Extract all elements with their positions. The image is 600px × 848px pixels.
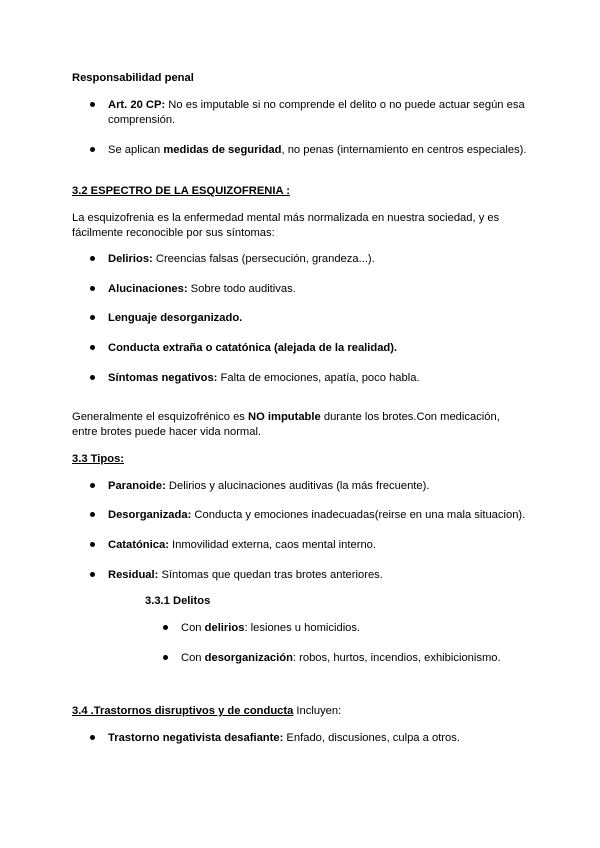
- bullet-icon: [90, 542, 95, 547]
- list-item-continuation: comprensión.: [108, 114, 176, 126]
- bullet-icon: [90, 483, 95, 488]
- bullet-icon: [90, 315, 95, 320]
- list-item: Trastorno negativista desafiante: Enfado, discusiones, culpa a otros.: [108, 732, 460, 744]
- section-heading-trastornos: 3.4 .Trastornos disruptivos y de conducta Incluyen:: [72, 705, 342, 717]
- list-item: Catatónica: Inmovilidad externa, caos mental interno.: [108, 539, 376, 551]
- list-item: Desorganizada: Conducta y emociones inadecuadas(reirse en una mala situacion).: [108, 509, 526, 521]
- bullet-icon: [90, 345, 95, 350]
- list-item: Con desorganización: robos, hurtos, incendios, exhibicionismo.: [181, 652, 501, 664]
- paragraph-line: entre brotes puede hacer vida normal.: [72, 426, 262, 438]
- section-heading-espectro: 3.2 ESPECTRO DE LA ESQUIZOFRENIA :: [72, 185, 290, 197]
- bullet-icon: [90, 735, 95, 740]
- paragraph-line: La esquizofrenia es la enfermedad mental más normalizada en nuestra sociedad, y es: [72, 212, 500, 224]
- list-item: Síntomas negativos: Falta de emociones, apatía, poco habla.: [108, 372, 420, 384]
- bullet-icon: [90, 512, 95, 517]
- bullet-icon: [90, 572, 95, 577]
- section-heading-tipos: 3.3 Tipos:: [72, 453, 125, 465]
- section-heading-responsabilidad: Responsabilidad penal: [72, 72, 194, 84]
- list-item: Lenguaje desorganizado.: [108, 312, 243, 324]
- list-item: Conducta extraña o catatónica (alejada de la realidad).: [108, 342, 398, 354]
- bullet-icon: [90, 286, 95, 291]
- list-item: Delirios: Creencias falsas (persecución, grandeza...).: [108, 253, 375, 265]
- list-item: Paranoide: Delirios y alucinaciones auditivas (la más frecuente).: [108, 480, 430, 492]
- list-item: Art. 20 CP: No es imputable si no comprende el delito o no puede actuar según esa: [108, 99, 525, 111]
- bullet-icon: [163, 655, 168, 660]
- list-item: Con delirios: lesiones u homicidios.: [181, 622, 361, 634]
- list-item: Alucinaciones: Sobre todo auditivas.: [108, 283, 296, 295]
- list-item: Residual: Síntomas que quedan tras brotes anteriores.: [108, 569, 383, 581]
- list-item: Se aplican medidas de seguridad, no penas (internamiento en centros especiales).: [108, 144, 527, 156]
- paragraph-line: fácilmente reconocible por sus síntomas:: [72, 227, 275, 239]
- bullet-icon: [90, 102, 95, 107]
- bullet-icon: [90, 256, 95, 261]
- subsection-heading-delitos: 3.3.1 Delitos: [145, 595, 211, 607]
- paragraph-line: Generalmente el esquizofrénico es NO imputable durante los brotes.Con medicación,: [72, 411, 500, 423]
- bullet-icon: [90, 147, 95, 152]
- bullet-icon: [90, 375, 95, 380]
- bullet-icon: [163, 625, 168, 630]
